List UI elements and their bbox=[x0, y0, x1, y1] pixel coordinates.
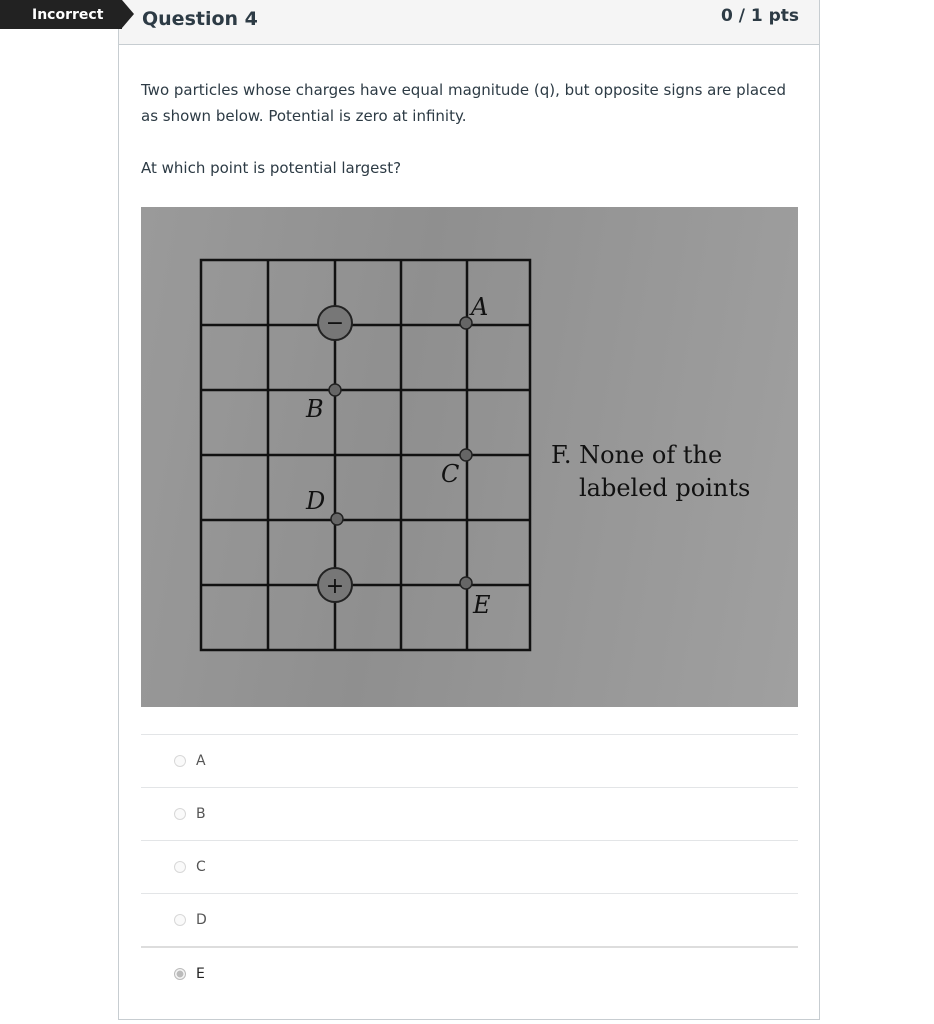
answer-label: A bbox=[196, 753, 206, 769]
radio-button[interactable] bbox=[174, 861, 186, 873]
label-e: E bbox=[473, 591, 491, 619]
label-a: A bbox=[471, 293, 489, 321]
status-badge: Incorrect bbox=[0, 0, 122, 29]
question-prompt: At which point is potential largest? bbox=[141, 159, 402, 177]
question-header bbox=[119, 0, 819, 45]
answer-label: C bbox=[196, 859, 206, 875]
question-figure bbox=[141, 207, 798, 707]
label-b: B bbox=[306, 395, 324, 423]
svg-text:−: − bbox=[325, 311, 345, 336]
option-f-line1: F. None of the bbox=[551, 441, 723, 469]
svg-text:+: + bbox=[325, 574, 345, 599]
positive-charge bbox=[318, 568, 352, 602]
negative-charge bbox=[318, 306, 352, 340]
question-points: 0 / 1 pts bbox=[720, 6, 799, 26]
question-title: Question 4 bbox=[142, 8, 258, 30]
question-text: Two particles whose charges have equal magnitude (q), but opposite signs are placed as shown below. Potential is zero at infinity. bbox=[141, 81, 787, 125]
answer-list bbox=[141, 734, 798, 1000]
label-d: D bbox=[306, 487, 326, 515]
answer-label: B bbox=[196, 806, 206, 822]
label-c: C bbox=[441, 460, 460, 488]
radio-button-selected[interactable] bbox=[174, 968, 186, 980]
radio-button[interactable] bbox=[174, 914, 186, 926]
answer-label: E bbox=[196, 966, 205, 982]
answer-option-e[interactable] bbox=[141, 946, 798, 1000]
radio-button[interactable] bbox=[174, 808, 186, 820]
answer-label: D bbox=[196, 912, 207, 928]
option-f-line2: labeled points bbox=[579, 474, 751, 502]
answer-option-c[interactable] bbox=[141, 840, 798, 893]
answer-option-a[interactable] bbox=[141, 734, 798, 787]
answer-option-d[interactable] bbox=[141, 893, 798, 946]
answer-option-b[interactable] bbox=[141, 787, 798, 840]
radio-button[interactable] bbox=[174, 755, 186, 767]
